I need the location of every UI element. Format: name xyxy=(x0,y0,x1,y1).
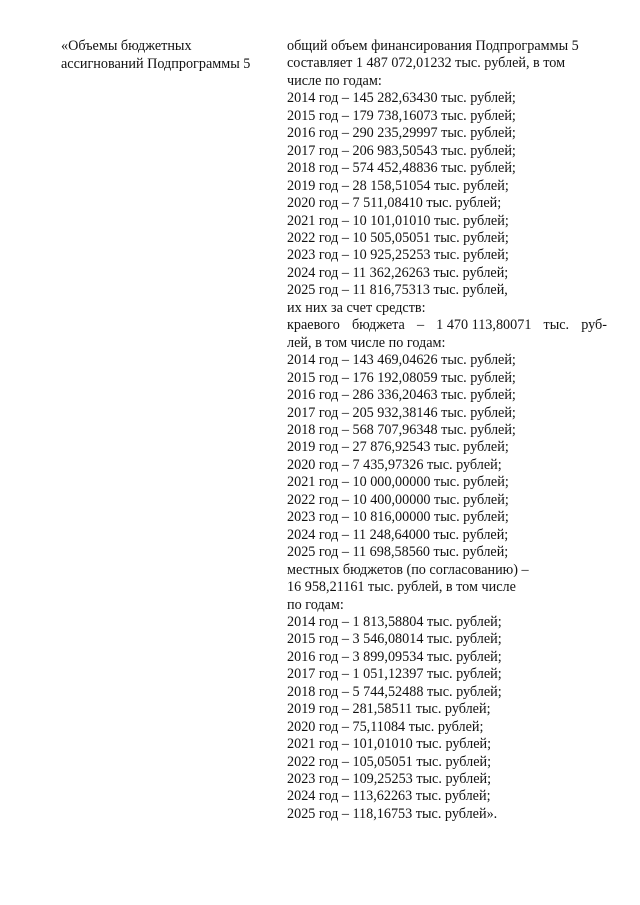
regional-word: тыс. xyxy=(543,317,570,334)
local-year-item: 2018 год – 5 744,52488 тыс. рублей; xyxy=(287,683,502,700)
intro-line: числе по годам: xyxy=(287,72,382,89)
regional-year-item: 2019 год – 27 876,92543 тыс. рублей; xyxy=(287,439,509,456)
local-intro-line: 16 958,21161 тыс. рублей, в том числе xyxy=(287,579,516,596)
local-by-year-list xyxy=(287,614,607,823)
regional-word: бюджета xyxy=(351,317,405,334)
regional-year-item: 2025 год – 11 698,58560 тыс. рублей; xyxy=(287,544,509,561)
regional-year-item: 2015 год – 176 192,08059 тыс. рублей; xyxy=(287,369,516,386)
total-year-item: 2014 год – 145 282,63430 тыс. рублей; xyxy=(287,90,516,107)
local-year-item: 2020 год – 75,11084 тыс. рублей; xyxy=(287,718,484,735)
regional-budget-continuation: лей, в том числе по годам: xyxy=(287,334,446,351)
regional-year-item: 2018 год – 568 707,96348 тыс. рублей; xyxy=(287,421,516,438)
local-year-item: 2014 год – 1 813,58804 тыс. рублей; xyxy=(287,613,502,630)
total-year-item: 2020 год – 7 511,08410 тыс. рублей; xyxy=(287,195,502,212)
local-year-item: 2016 год – 3 899,09534 тыс. рублей; xyxy=(287,648,502,665)
total-year-item: 2018 год – 574 452,48836 тыс. рублей; xyxy=(287,160,516,177)
regional-year-item: 2021 год – 10 000,00000 тыс. рублей; xyxy=(287,474,509,491)
total-year-item: 2019 год – 28 158,51054 тыс. рублей; xyxy=(287,177,509,194)
regional-by-year-list xyxy=(287,352,607,561)
regional-word: – xyxy=(416,317,425,334)
regional-year-item: 2022 год – 10 400,00000 тыс. рублей; xyxy=(287,491,509,508)
regional-year-item: 2024 год – 11 248,64000 тыс. рублей; xyxy=(287,526,509,543)
total-year-item: 2025 год – 11 816,75313 тыс. рублей, xyxy=(287,282,508,299)
total-year-item: 2016 год – 290 235,29997 тыс. рублей; xyxy=(287,125,516,142)
label-line-1: «Объемы бюджетных xyxy=(61,38,192,54)
regional-budget-heading xyxy=(287,317,607,334)
intro-line: общий объем финансирования Подпрограммы 5 xyxy=(287,38,579,54)
local-year-item: 2015 год – 3 546,08014 тыс. рублей; xyxy=(287,631,502,648)
local-year-item: 2022 год – 105,05051 тыс. рублей; xyxy=(287,753,492,770)
local-year-item: 2024 год – 113,62263 тыс. рублей; xyxy=(287,788,491,805)
local-year-item: 2025 год – 118,16753 тыс. рублей». xyxy=(287,805,498,822)
local-year-item: 2021 год – 101,01010 тыс. рублей; xyxy=(287,736,492,753)
total-year-item: 2021 год – 10 101,01010 тыс. рублей; xyxy=(287,212,509,229)
local-intro-line: по годам: xyxy=(287,596,344,613)
total-year-item: 2023 год – 10 925,25253 тыс. рублей; xyxy=(287,247,509,264)
intro-line: составляет 1 487 072,01232 тыс. рублей, в том xyxy=(287,55,566,72)
funding-description xyxy=(287,38,607,823)
local-year-item: 2019 год – 281,58511 тыс. рублей; xyxy=(287,701,491,718)
regional-year-item: 2020 год – 7 435,97326 тыс. рублей; xyxy=(287,456,502,473)
local-intro-line: местных бюджетов (по согласованию) – xyxy=(287,561,529,578)
total-year-item: 2017 год – 206 983,50543 тыс. рублей; xyxy=(287,142,516,159)
intro-block xyxy=(287,38,607,90)
total-by-year-list xyxy=(287,90,607,299)
local-year-item: 2023 год – 109,25253 тыс. рублей; xyxy=(287,771,492,788)
regional-year-item: 2023 год – 10 816,00000 тыс. рублей; xyxy=(287,509,509,526)
section-label xyxy=(61,38,276,73)
regional-word: руб- xyxy=(581,317,607,334)
sources-intro: их них за счет средств: xyxy=(287,299,426,316)
total-year-item: 2024 год – 11 362,26263 тыс. рублей; xyxy=(287,264,509,281)
total-year-item: 2015 год – 179 738,16073 тыс. рублей; xyxy=(287,107,516,124)
local-budget-intro xyxy=(287,562,607,614)
regional-year-item: 2014 год – 143 469,04626 тыс. рублей; xyxy=(287,352,516,369)
regional-year-item: 2017 год – 205 932,38146 тыс. рублей; xyxy=(287,404,516,421)
total-year-item: 2022 год – 10 505,05051 тыс. рублей; xyxy=(287,229,509,246)
regional-word: 1 470 113,80071 xyxy=(436,317,532,334)
label-line-2: ассигнований Подпрограммы 5 xyxy=(61,55,251,72)
regional-word: краевого xyxy=(287,317,340,334)
local-year-item: 2017 год – 1 051,12397 тыс. рублей; xyxy=(287,666,502,683)
regional-year-item: 2016 год – 286 336,20463 тыс. рублей; xyxy=(287,387,516,404)
